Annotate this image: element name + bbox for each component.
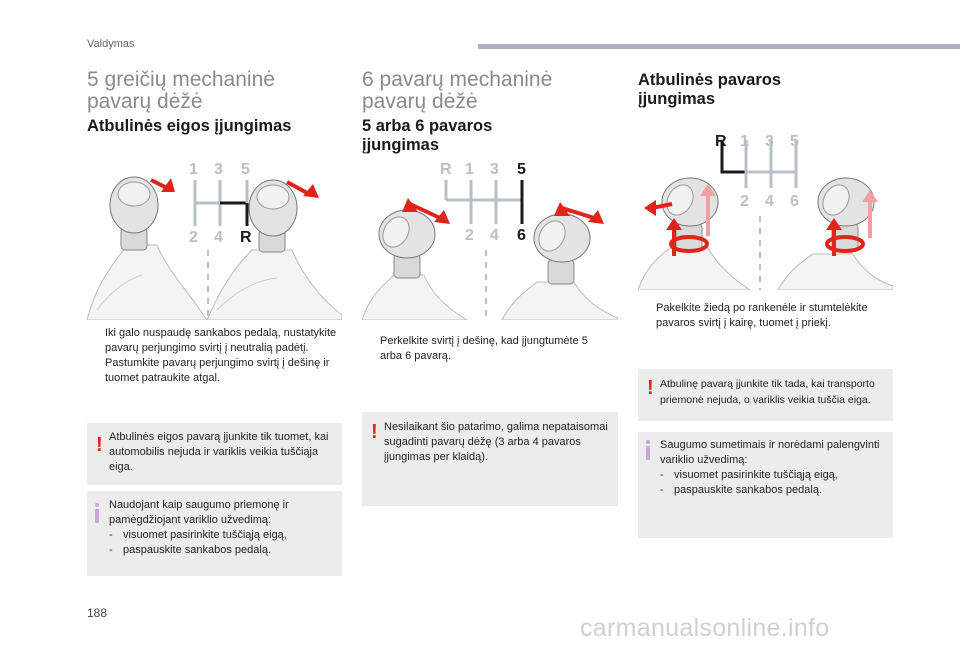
info-item — [660, 468, 883, 483]
col1-title: 5 greičių mechaninė pavarų dėžė — [87, 68, 275, 113]
warning-icon: ! — [371, 421, 378, 443]
info-item — [660, 483, 883, 498]
gear-label: 1 — [189, 161, 198, 178]
gear-label: 5 — [790, 133, 799, 150]
instruction-item — [87, 356, 349, 386]
gear-label: R — [440, 161, 452, 178]
info-item-text: visuomet pasirinkite tuščiąją eigą, — [123, 529, 287, 541]
gear-label: 3 — [214, 161, 223, 178]
col2-title: 6 pavarų mechaninė pavarų dėžė — [362, 68, 553, 113]
dash-mark: - — [109, 529, 113, 541]
gear-label: 2 — [740, 193, 749, 210]
gear-label-reverse: R — [240, 229, 252, 246]
col3-info-box — [638, 432, 893, 538]
col1-warning-box — [87, 423, 342, 485]
col3-warning-box — [638, 369, 893, 421]
instruction-text: Pakelkite žiedą po rankenėle ir stumtelėkite pavaros svirtį į kairę, tuomet į priekį. — [656, 302, 868, 329]
info-item-text: paspauskite sankabos pedalą. — [123, 544, 271, 556]
gearshift-reverse-diagram — [638, 126, 893, 290]
col2-gearshift-illustration — [362, 160, 618, 320]
col1-info-box — [87, 491, 342, 576]
gear-label-reverse: R — [715, 133, 727, 150]
section-label: Valdymas — [87, 38, 135, 50]
warning-icon: ! — [96, 434, 103, 456]
info-item-text: visuomet pasirinkite tuščiąją eigą, — [674, 469, 838, 481]
watermark: carmanualsonline.info — [580, 614, 830, 642]
gear-label: 6 — [790, 193, 799, 210]
warning-icon: ! — [647, 377, 654, 399]
gear-label: 4 — [765, 193, 774, 210]
warning-text: Nesilaikant šio patarimo, galima nepataisomai sugadinti pavarų dėžę (3 arba 4 pavaros įjungimas per klaidą). — [384, 421, 608, 463]
info-icon — [646, 446, 650, 460]
gear-label-active: 6 — [517, 227, 526, 244]
gear-label-active: 5 — [517, 161, 526, 178]
gear-label: 5 — [241, 161, 250, 178]
dash-mark: - — [660, 484, 664, 496]
arrow-right — [151, 180, 167, 188]
info-item-text: paspauskite sankabos pedalą. — [674, 484, 822, 496]
warning-text: Atbulinės eigos pavarą įjunkite tik tuomet, kai automobilis nejuda ir variklis veikia tuščiąja eiga. — [109, 431, 329, 473]
info-item — [109, 543, 332, 558]
info-intro: Saugumo sumetimais ir norėdami palengvinti variklio užvedimą: — [660, 439, 880, 466]
instruction-item — [362, 334, 612, 364]
col1-gearshift-illustration — [87, 150, 342, 320]
info-icon — [95, 509, 99, 523]
instruction-text: Pastumkite pavarų perjungimo svirtį į dešinę ir tuomet patraukite atgal. — [105, 357, 330, 384]
header-bar — [478, 44, 960, 49]
col2-instructions — [362, 334, 612, 364]
col2-subtitle: 5 arba 6 pavaros įjungimas — [362, 117, 493, 154]
gear-label: 1 — [465, 161, 474, 178]
warning-text: Atbulinę pavarą įjunkite tik tada, kai transporto priemonė nejuda, o variklis veikia tuščia eiga. — [660, 378, 875, 406]
col1-subtitle: Atbulinės eigos įjungimas — [87, 117, 292, 135]
instruction-text: Perkelkite svirtį į dešinę, kad įjungtumėte 5 arba 6 pavarą. — [380, 335, 588, 362]
col1-instructions — [87, 326, 349, 386]
col2-warning-box — [362, 412, 618, 506]
col3-gearshift-illustration — [638, 126, 893, 290]
dash-mark: - — [109, 544, 113, 556]
gearshift-6speed-diagram — [362, 160, 618, 320]
gear-label: 2 — [465, 227, 474, 244]
col3-instructions — [638, 301, 888, 331]
page-number: 188 — [87, 606, 108, 620]
gear-label: 4 — [214, 229, 223, 246]
info-intro: Naudojant kaip saugumo priemonę ir pamėgdžiojant variklio užvedimą: — [109, 499, 289, 526]
instruction-item — [638, 301, 888, 331]
instruction-text: Iki galo nuspaudę sankabos pedalą, nustatykite pavarų perjungimo svirtį į neutralią padėtį. — [105, 327, 337, 354]
instruction-item — [87, 326, 349, 356]
info-item — [109, 528, 332, 543]
gear-label: 1 — [740, 133, 749, 150]
gearshift-5speed-diagram — [87, 150, 342, 320]
dash-mark: - — [660, 469, 664, 481]
col3-subtitle: Atbulinės pavaros įjungimas — [638, 71, 782, 108]
gear-label: 4 — [490, 227, 499, 244]
gear-label: 2 — [189, 229, 198, 246]
gear-label: 3 — [765, 133, 774, 150]
gear-label: 3 — [490, 161, 499, 178]
